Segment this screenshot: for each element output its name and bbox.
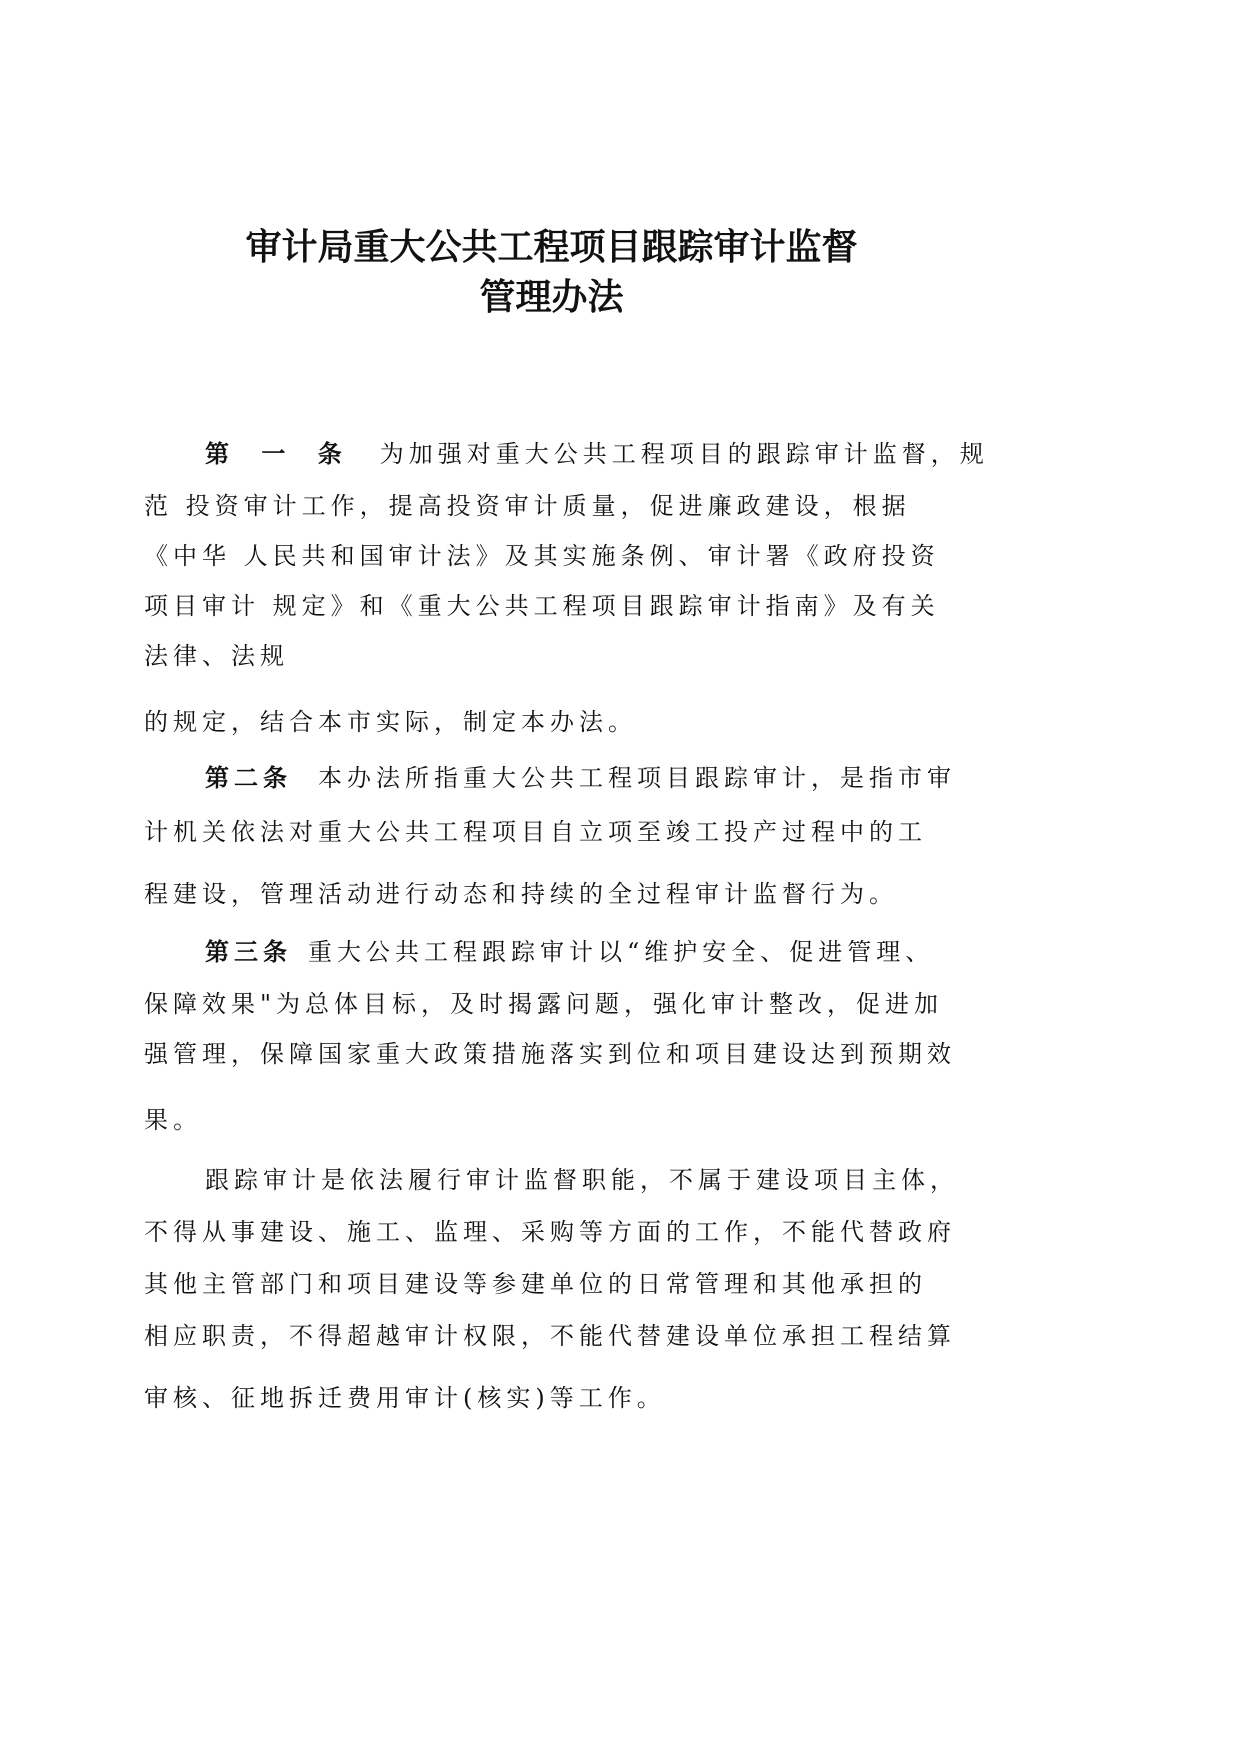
article-1-label: 第 一 条 [205,440,354,468]
paragraph-4-line: 审核、征地拆迁费用审计(核实)等工作。 [144,1384,666,1412]
article-1-line: 的规定，结合本市实际，制定本办法。 [144,708,637,736]
article-1-text: 为加强对重大公共工程项目的跟踪审计监督，规 [379,440,989,468]
article-3-label: 第三条 [205,938,292,966]
article-2-line: 程建设，管理活动进行动态和持续的全过程审计监督行为。 [144,880,898,908]
article-2-text: 本办法所指重大公共工程项目跟踪审计，是指市审 [318,764,956,792]
article-3-text: 重大公共工程跟踪审计以“维护安全、促进管理、 [308,938,935,966]
document-title-line2: 管理办法 [479,277,624,318]
article-2-label: 第二条 [205,764,292,792]
article-1-line: 范 投资审计工作，提高投资审计质量，促进廉政建设，根据 [144,492,911,520]
paragraph-4-line: 相应职责，不得超越审计权限，不能代替建设单位承担工程结算 [144,1322,956,1350]
article-1-line: 《中华 人民共和国审计法》及其实施条例、审计署《政府投资 [144,542,940,570]
paragraph-4-line: 不得从事建设、施工、监理、采购等方面的工作，不能代替政府 [144,1218,956,1246]
article-3-line: 强管理，保障国家重大政策措施落实到位和项目建设达到预期效 [144,1040,956,1068]
article-2-line: 计机关依法对重大公共工程项目自立项至竣工投产过程中的工 [144,818,927,846]
article-1-line: 法律、法规 [144,642,289,670]
paragraph-4-line: 其他主管部门和项目建设等参建单位的日常管理和其他承担的 [144,1270,927,1298]
article-1-first-line [205,436,989,472]
article-3-line: 保障效果"为总体目标，及时揭露问题，强化审计整改，促进加 [144,990,944,1018]
article-1-line: 项目审计 规定》和《重大公共工程项目跟踪审计指南》及有关 [144,592,940,620]
document-title-line1: 审计局重大公共工程项目跟踪审计监督 [245,227,858,268]
article-2-first-line [205,760,956,796]
paragraph-4-line: 跟踪审计是依法履行审计监督职能，不属于建设项目主体， [205,1166,959,1194]
article-3-first-line [205,934,934,970]
article-3-line: 果。 [144,1106,202,1134]
